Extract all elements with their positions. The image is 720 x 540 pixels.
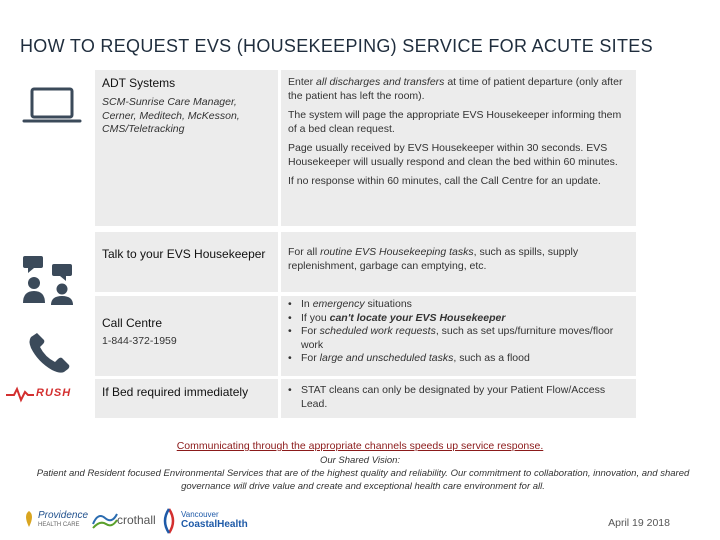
vancouver-logo-text: Vancouver — [181, 510, 219, 519]
adt-p3: Page usually received by EVS Housekeeper within 30 seconds. EVS Housekeeper will usually respond and clean the bed within 60 minutes. — [288, 142, 618, 168]
talk-desc-panel — [281, 232, 636, 292]
footer-date: April 19 2018 — [608, 517, 670, 529]
providence-logo-sub: HEALTH CARE — [38, 522, 80, 528]
phone-icon — [28, 330, 72, 374]
list-item: • For large and unscheduled tasks, such as a flood — [288, 352, 629, 366]
call-phone[interactable]: 1-844-372-1959 — [102, 335, 177, 347]
bed-list — [288, 384, 629, 411]
coastal-health-logo-text: CoastalHealth — [181, 519, 248, 530]
call-desc-panel — [281, 296, 636, 376]
vch-logo-icon — [160, 508, 178, 534]
list-item: • In emergency situations — [288, 298, 629, 312]
adt-systems: SCM-Sunrise Care Manager, Cerner, Meditech, McKesson, CMS/Teletracking — [102, 96, 240, 135]
crothall-logo-icon — [90, 510, 120, 532]
call-label-panel — [95, 296, 278, 376]
adt-p1: Enter all discharges and transfers at time of patient departure (only after the patient has left the room). — [288, 76, 623, 102]
adt-p4: If no response within 60 minutes, call the Call Centre for an update. — [288, 175, 601, 187]
adt-heading: ADT Systems — [102, 76, 176, 90]
call-heading: Call Centre — [102, 316, 163, 330]
bed-desc-panel — [281, 379, 636, 418]
list-item: • If you can't locate your EVS Housekeeper — [288, 312, 629, 326]
list-item: • STAT cleans can only be designated by your Patient Flow/Access Lead. — [288, 384, 629, 411]
laptop-icon — [22, 87, 82, 127]
bed-label-panel — [95, 379, 278, 418]
page-title: HOW TO REQUEST EVS (HOUSEKEEPING) SERVICE FOR ACUTE SITES — [20, 36, 653, 56]
talk-label-panel — [95, 232, 278, 292]
rush-logo-text: RUSH — [36, 387, 72, 399]
vision-heading: Our Shared Vision: — [319, 455, 401, 466]
talk-heading: Talk to your EVS Housekeeper — [102, 247, 266, 261]
communicating-note: Communicating through the appropriate channels speeds up service response. — [176, 440, 544, 452]
bed-heading: If Bed required immediately — [102, 385, 249, 399]
providence-logo-text: Providence — [38, 510, 89, 521]
talk-desc: For all routine EVS Housekeeping tasks, such as spills, supply replenishment, garbage can emptying, etc. — [288, 246, 579, 272]
adt-desc-panel — [281, 70, 636, 226]
call-list — [288, 298, 629, 366]
people-chat-icon — [22, 254, 74, 306]
adt-p2: The system will page the appropriate EVS Housekeeper informing them of a bed clean request. — [288, 109, 622, 135]
adt-label-panel — [95, 70, 278, 226]
crothall-logo-text: crothall — [117, 513, 156, 527]
vision-text: Patient and Resident focused Environmental Services that are of the highest quality and reliability. Our commitment to collaboration, innovation, and shared governance will drive value and create and exceptional health care environment for all. — [36, 468, 690, 492]
providence-logo-icon — [22, 510, 36, 528]
list-item: • For scheduled work requests, such as set ups/furniture moves/floor work — [288, 325, 629, 352]
